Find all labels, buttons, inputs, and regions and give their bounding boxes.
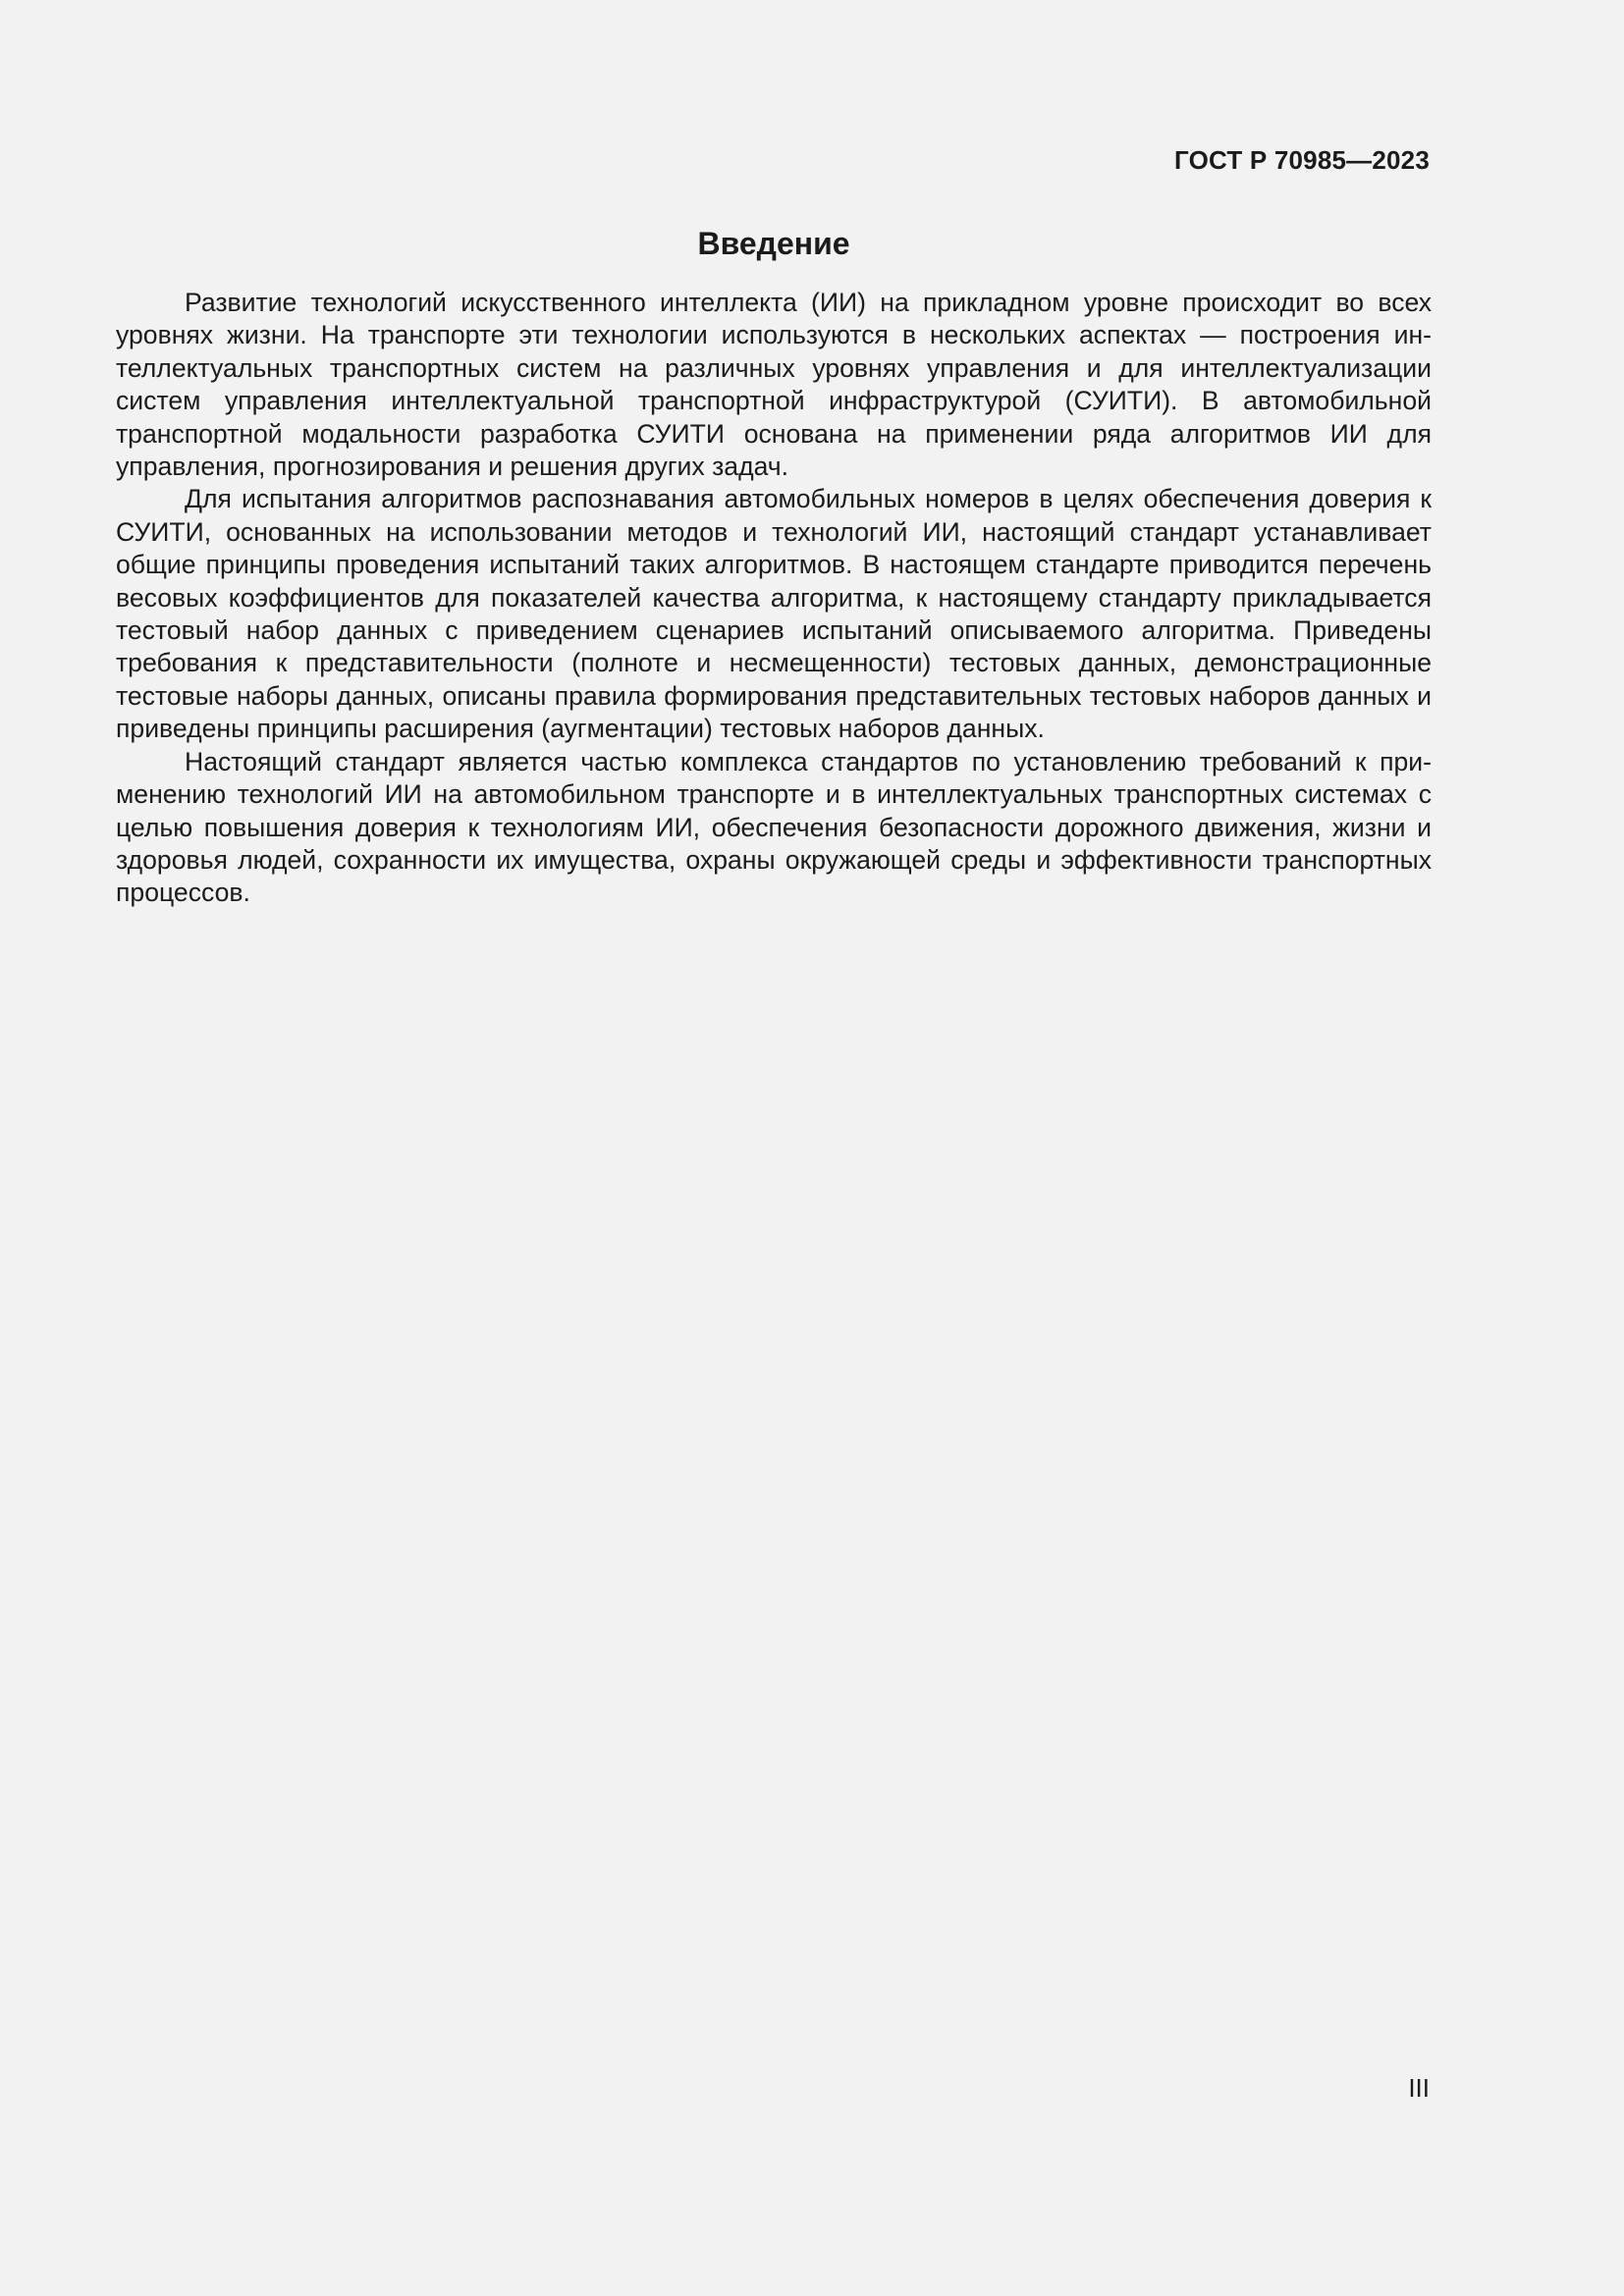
- paragraph-2: Для испытания алгоритмов распознавания автомобильных номеров в целях обеспечения доверия к СУИТИ, основанных на использовании методов и технологий ИИ, настоящий стандарт устанавливает общие принципы проведения испытаний таких алгоритмов. В настоящем стандарте приводится перечень весовых коэффициентов для показателей качества алгоритма, к настоящему стандарту прикладывается тестовый набор данных с приведением сценариев испытаний описываемого алгоритма. Приведены требования к представительности (полноте и несмещенности) тестовых данных, демонстрационные тестовые наборы данных, описаны правила формирования представительных тестовых наборов данных и приведены принципы расширения (аугментации) тестовых наборов данных.: [116, 484, 1432, 744]
- page-number: III: [1408, 2073, 1430, 2103]
- section-title: Введение: [697, 226, 850, 261]
- paragraph-1: Развитие технологий искусственного интеллекта (ИИ) на прикладном уровне происходит во всех уровнях жизни. На транспорте эти технологии используются в нескольких аспектах — построения интеллектуальных транспортных систем на различных уровнях управления и для интеллектуализации систем управления интеллектуальной транспортной инфраструктурой (СУИТИ). В автомобильной транспортной модальности разработка СУИТИ основана на применении ряда алгоритмов ИИ для управления, прогнозирования и решения других задач.: [116, 288, 1432, 482]
- document-code: ГОСТ Р 70985—2023: [1174, 145, 1430, 175]
- paragraph-3: Настоящий стандарт является частью комплекса стандартов по установлению требований к применению технологий ИИ на автомобильном транспорте и в интеллектуальных транспортных системах с целью повышения доверия к технологиям ИИ, обеспечения безопасности дорожного движения, жизни и здоровья людей, сохранности их имущества, охраны окружающей среды и эффективности транспортных процессов.: [116, 746, 1432, 908]
- document-body: [116, 222, 1432, 910]
